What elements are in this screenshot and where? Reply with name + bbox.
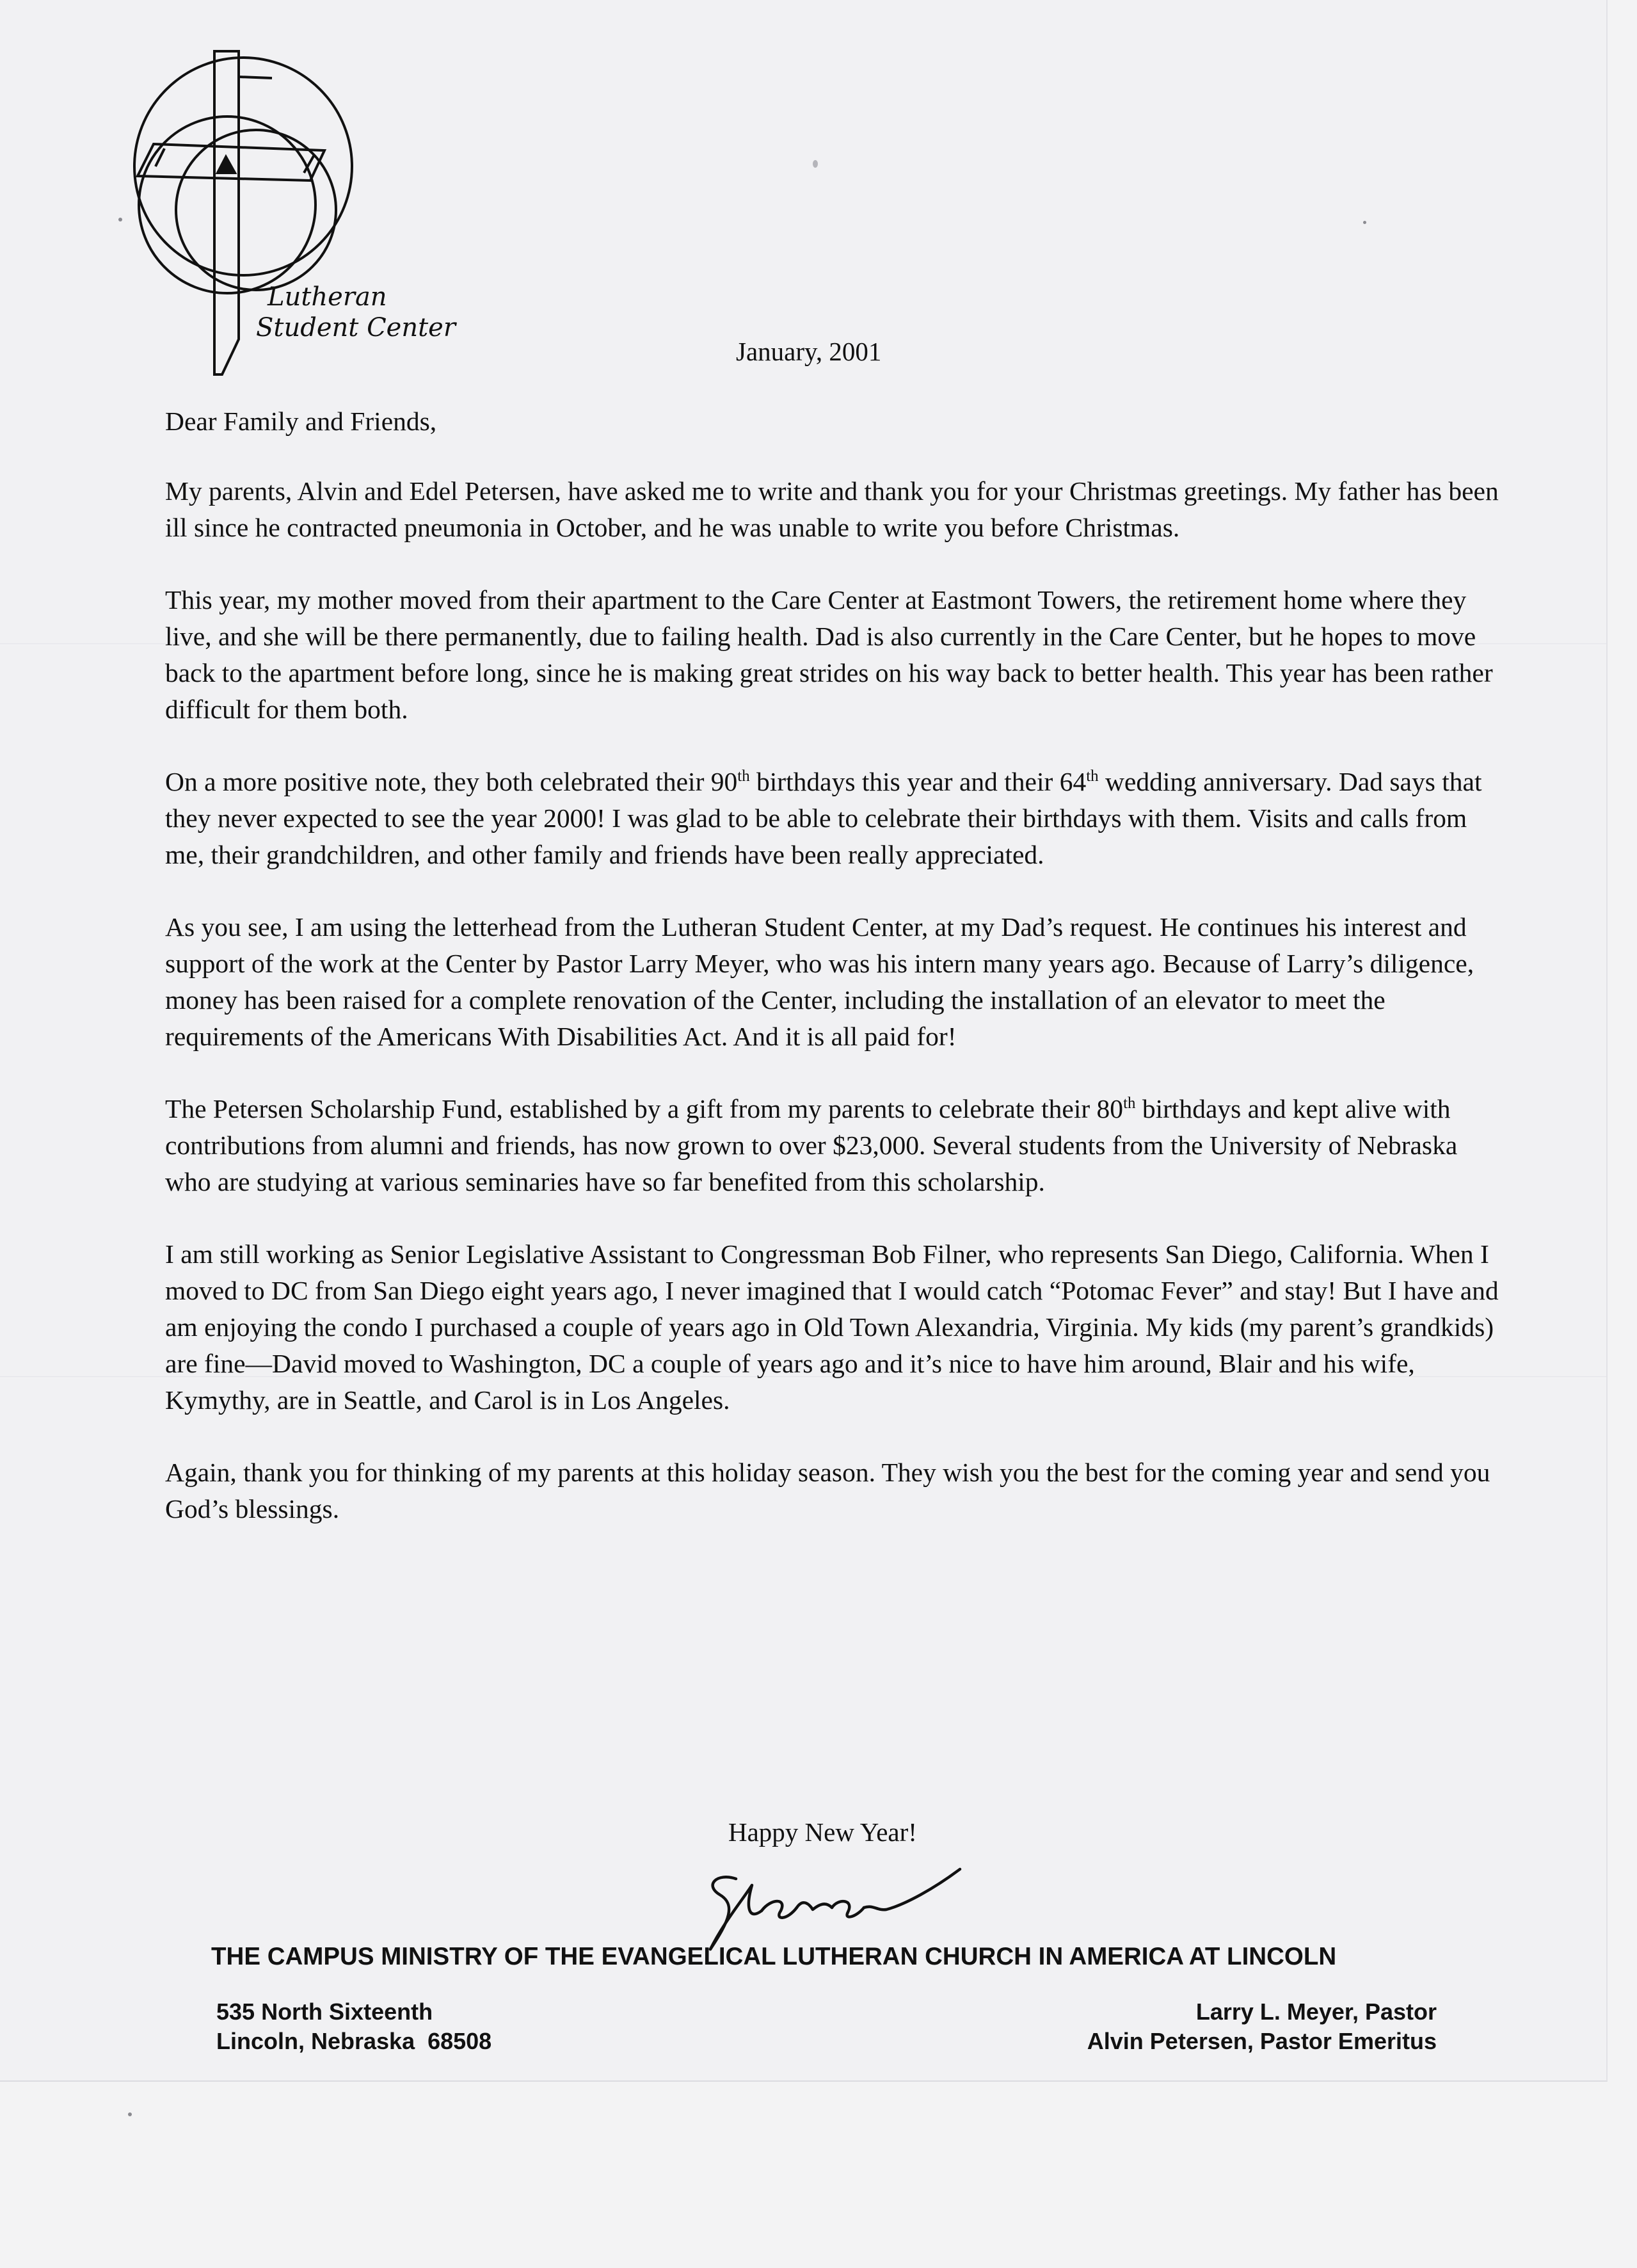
paragraph-3 xyxy=(165,764,1503,873)
paragraph-3-text-a: On a more positive note, they both celebrated their 90 xyxy=(165,767,738,796)
letterhead-line-2: Student Center xyxy=(256,313,456,342)
address-line-2: Lincoln, Nebraska 68508 xyxy=(216,2028,492,2054)
paragraph-5-text-b: birthdays and kept alive with contributions from alumni and friends, has now grown to over $23,000. Several students from the University of Nebraska who are studying at various seminaries have so far benefited from this scholarship. xyxy=(165,1094,1458,1196)
ordinal-suffix: th xyxy=(737,768,750,785)
paragraph-7: Again, thank you for thinking of my parents at this holiday season. They wish you the best for the coming year and send you God’s blessings. xyxy=(165,1458,1490,1524)
paragraph-6: I am still working as Senior Legislative Assistant to Congressman Bob Filner, who represents San Diego, California. When I moved to DC from San Diego eight years ago, I never imagined that I would catch “Potomac Fever” and stay! But I have and am enjoying the condo I purchased a couple of years ago in Old Town Alexandria, Virginia. My kids (my parent’s grandkids) are fine—David moved to Washington, DC a couple of years ago and it’s nice to have him around, Blair and his wife, Kymythy, are in Seattle, and Carol is in Los Angeles. xyxy=(165,1239,1499,1415)
letter-body xyxy=(165,403,1503,1563)
ordinal-suffix: th xyxy=(1123,1095,1136,1113)
address-block xyxy=(216,1997,491,2056)
paragraph-3-text-b: birthdays this year and their 64 xyxy=(749,767,1087,796)
pastor-line-2: Alvin Petersen, Pastor Emeritus xyxy=(1087,2028,1437,2054)
pastor-block xyxy=(1087,1997,1437,2056)
paper-speck xyxy=(813,160,818,168)
paragraph-2: This year, my mother moved from their apartment to the Care Center at Eastmont Towers, the retirement home where they live, and she will be there permanently, due to failing health. Dad is also currently in the Care Center, but he hopes to move back to the apartment before long, since he is making great strides on his way back to better health. This year has been rather difficult for them both. xyxy=(165,585,1493,724)
paragraph-5-text-a: The Petersen Scholarship Fund, established by a gift from my parents to celebrate their 80 xyxy=(165,1094,1124,1123)
pastor-line-1: Larry L. Meyer, Pastor xyxy=(1195,1999,1437,2025)
paper-speck xyxy=(1363,221,1366,224)
paragraph-4: As you see, I am using the letterhead from the Lutheran Student Center, at my Dad’s request. He continues his interest and support of the work at the Center by Pastor Larry Meyer, who was his intern many years ago. Because of Larry’s diligence, money has been raised for a complete renovation of the Center, including the installation of an elevator to meet the requirements of the Americans With Disabilities Act. And it is all paid for! xyxy=(165,912,1474,1051)
paper-speck xyxy=(118,218,122,221)
closing-line: Happy New Year! xyxy=(728,1817,917,1847)
paragraph-5 xyxy=(165,1091,1503,1200)
paragraph-3-text-c: wedding anniversary. Dad says that they never expected to see the year 2000! I was glad to be able to celebrate their birthdays with them. Visits and calls from me, their grandchildren, and other family and friends have been really appreciated. xyxy=(165,767,1482,869)
ministry-name: THE CAMPUS MINISTRY OF THE EVANGELICAL LUTHERAN CHURCH IN AMERICA AT LINCOLN xyxy=(211,1943,1337,1970)
address-line-1: 535 North Sixteenth xyxy=(216,1999,433,2025)
ordinal-suffix: th xyxy=(1086,768,1099,785)
letterhead-name xyxy=(256,282,456,343)
salutation: Dear Family and Friends, xyxy=(165,406,437,436)
paper-speck xyxy=(128,2112,132,2116)
paragraph-1: My parents, Alvin and Edel Petersen, have asked me to write and thank you for your Christmas greetings. My father has been ill since he contracted pneumonia in October, and he was unable to write you before Christmas. xyxy=(165,476,1499,542)
handwritten-signature xyxy=(691,1860,986,1956)
letter-date: January, 2001 xyxy=(736,337,882,366)
letterhead-line-1: Lutheran xyxy=(268,282,387,312)
